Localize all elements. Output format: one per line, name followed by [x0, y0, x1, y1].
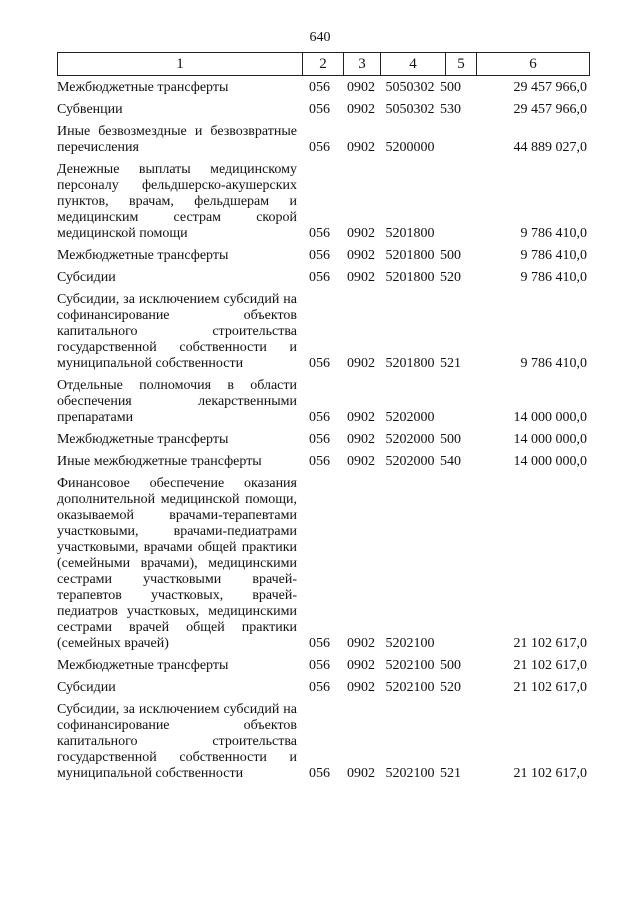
- header-col-2: 2: [303, 53, 344, 76]
- row-ved: 056: [309, 356, 330, 371]
- row-vr: 500: [440, 248, 461, 263]
- row-vr: 520: [440, 270, 461, 285]
- row-ved: 056: [309, 454, 330, 469]
- row-name: Субсидии, за исключением субсидий на софинансирование объектов капитального строительства государственной собственности и муниципальной собственности: [57, 292, 297, 371]
- row-name: Межбюджетные трансферты: [57, 80, 229, 95]
- row-ved: 056: [309, 766, 330, 781]
- header-col-5: 5: [446, 53, 477, 76]
- row-name: Межбюджетные трансферты: [57, 248, 229, 263]
- row-name: Иные безвозмездные и безвозвратные перечисления: [57, 124, 297, 155]
- row-razdel: 0902: [347, 356, 375, 371]
- table-row: [57, 680, 587, 696]
- row-amount: 29 457 966,0: [513, 80, 587, 95]
- table-row: [57, 248, 587, 264]
- row-csr: 5202100: [385, 766, 435, 781]
- row-vr: 540: [440, 454, 461, 469]
- row-amount: 14 000 000,0: [513, 432, 587, 447]
- table-row: [57, 80, 587, 96]
- row-name: Субсидии, за исключением субсидий на софинансирование объектов капитального строительства государственной собственности и муниципальной собственности: [57, 702, 297, 781]
- row-csr: 5201800: [385, 356, 435, 371]
- header-col-6: 6: [477, 53, 590, 76]
- row-csr: 5202100: [385, 658, 435, 673]
- row-razdel: 0902: [347, 454, 375, 469]
- row-razdel: 0902: [347, 636, 375, 651]
- row-name: Денежные выплаты медицинскому персоналу фельдшерско-акушерских пунктов, врачам, фельдшерам и медицинским сестрам скорой медицинской помощи: [57, 162, 297, 241]
- row-csr: 5202000: [385, 410, 435, 425]
- row-amount: 21 102 617,0: [513, 680, 587, 695]
- row-amount: 9 786 410,0: [520, 248, 587, 263]
- row-amount: 21 102 617,0: [513, 636, 587, 651]
- row-vr: 500: [440, 80, 461, 95]
- row-amount: 14 000 000,0: [513, 410, 587, 425]
- table-row: [57, 702, 587, 782]
- row-vr: 530: [440, 102, 461, 117]
- row-razdel: 0902: [347, 680, 375, 695]
- row-razdel: 0902: [347, 248, 375, 263]
- row-ved: 056: [309, 80, 330, 95]
- row-amount: 44 889 027,0: [513, 140, 587, 155]
- row-ved: 056: [309, 102, 330, 117]
- row-csr: 5200000: [385, 140, 435, 155]
- row-ved: 056: [309, 680, 330, 695]
- budget-rows: [57, 80, 587, 788]
- row-csr: 5202100: [385, 680, 435, 695]
- row-csr: 5202000: [385, 432, 435, 447]
- row-csr: 5202100: [385, 636, 435, 651]
- row-csr: 5201800: [385, 226, 435, 241]
- row-ved: 056: [309, 432, 330, 447]
- row-name: Субсидии: [57, 680, 116, 695]
- row-ved: 056: [309, 636, 330, 651]
- row-vr: 521: [440, 766, 461, 781]
- row-ved: 056: [309, 140, 330, 155]
- row-ved: 056: [309, 410, 330, 425]
- row-ved: 056: [309, 248, 330, 263]
- row-name: Межбюджетные трансферты: [57, 432, 229, 447]
- header-col-4: 4: [381, 53, 446, 76]
- row-razdel: 0902: [347, 766, 375, 781]
- row-vr: 500: [440, 658, 461, 673]
- row-razdel: 0902: [347, 410, 375, 425]
- row-ved: 056: [309, 270, 330, 285]
- header-col-1: 1: [58, 53, 303, 76]
- page-number: 640: [309, 30, 331, 45]
- table-row: [57, 102, 587, 118]
- table-row: [57, 454, 587, 470]
- row-csr: 5202000: [385, 454, 435, 469]
- row-razdel: 0902: [347, 80, 375, 95]
- row-ved: 056: [309, 658, 330, 673]
- column-header-table: [57, 52, 590, 76]
- row-razdel: 0902: [347, 102, 375, 117]
- row-amount: 9 786 410,0: [520, 356, 587, 371]
- row-ved: 056: [309, 226, 330, 241]
- table-row: [57, 378, 587, 426]
- row-name: Иные межбюджетные трансферты: [57, 454, 262, 469]
- row-razdel: 0902: [347, 226, 375, 241]
- row-amount: 9 786 410,0: [520, 270, 587, 285]
- row-amount: 21 102 617,0: [513, 766, 587, 781]
- row-csr: 5201800: [385, 248, 435, 263]
- row-name: Отдельные полномочия в области обеспечения лекарственными препаратами: [57, 378, 297, 425]
- row-amount: 21 102 617,0: [513, 658, 587, 673]
- table-row: [57, 292, 587, 372]
- row-csr: 5050302: [385, 102, 435, 117]
- row-name: Межбюджетные трансферты: [57, 658, 229, 673]
- table-row: [57, 476, 587, 652]
- row-razdel: 0902: [347, 270, 375, 285]
- row-razdel: 0902: [347, 432, 375, 447]
- table-row: [57, 124, 587, 156]
- table-row: [57, 658, 587, 674]
- table-row: [57, 270, 587, 286]
- header-col-3: 3: [344, 53, 381, 76]
- row-vr: 521: [440, 356, 461, 371]
- row-amount: 9 786 410,0: [520, 226, 587, 241]
- table-row: [57, 162, 587, 242]
- row-amount: 29 457 966,0: [513, 102, 587, 117]
- table-row: [57, 432, 587, 448]
- row-razdel: 0902: [347, 658, 375, 673]
- row-name: Финансовое обеспечение оказания дополнительной медицинской помощи, оказываемой врачами-терапевтами участковыми, врачами-педиатрами участковыми, врачами общей практики (семейными врачами), медицинскими сестрами участковыми врачей-терапевтов участковых, врачей-педиатров участковых, медицинскими сестрами врачей общей практики (семейных врачей): [57, 476, 297, 651]
- row-name: Субсидии: [57, 270, 116, 285]
- row-csr: 5050302: [385, 80, 435, 95]
- row-name: Субвенции: [57, 102, 123, 117]
- row-vr: 500: [440, 432, 461, 447]
- row-csr: 5201800: [385, 270, 435, 285]
- row-vr: 520: [440, 680, 461, 695]
- row-razdel: 0902: [347, 140, 375, 155]
- row-amount: 14 000 000,0: [513, 454, 587, 469]
